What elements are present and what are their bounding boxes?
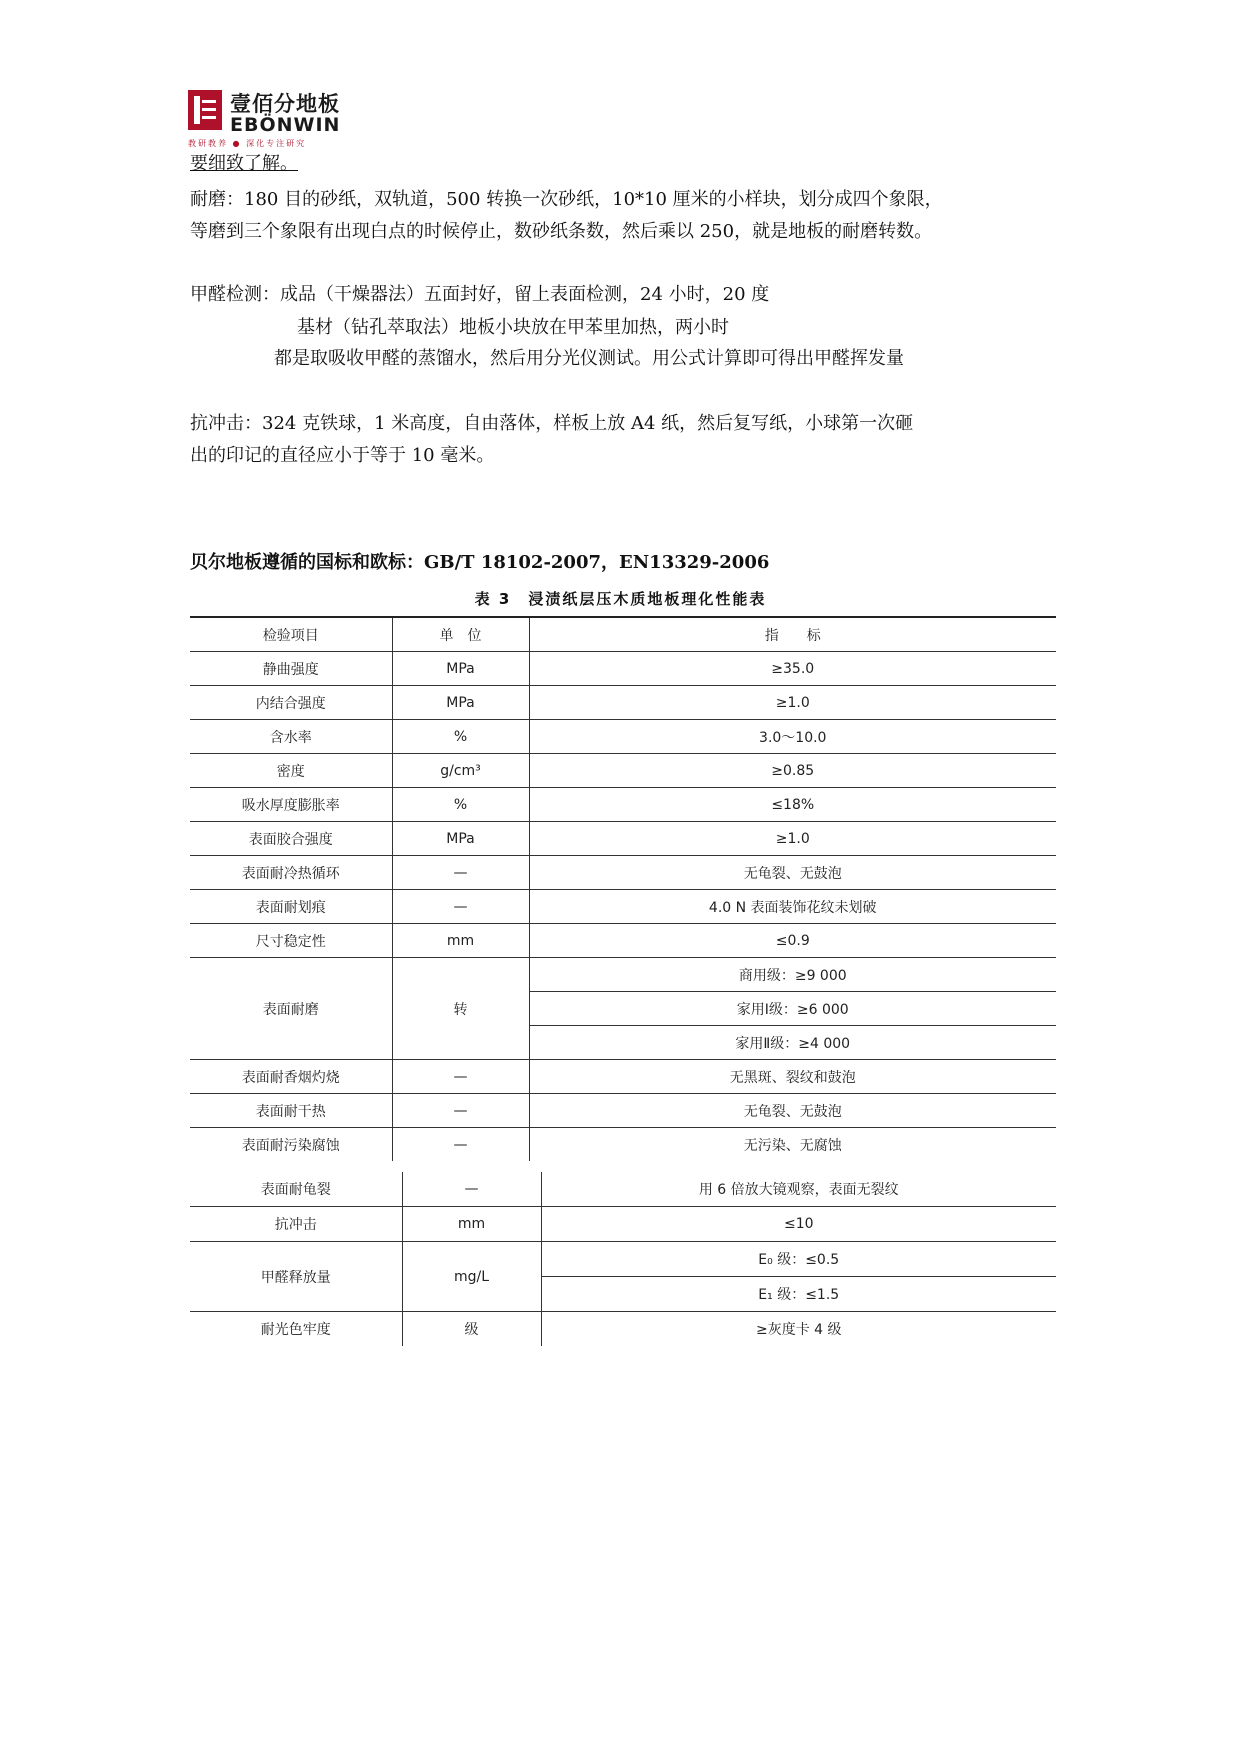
row-item: 内结合强度: [190, 686, 392, 720]
row-spec: 家用Ⅰ级：≥6 000: [529, 992, 1056, 1026]
row-spec: 无黑斑、裂纹和鼓泡: [529, 1060, 1056, 1094]
header-unit: 单 位: [392, 617, 529, 652]
paragraph-line: 抗冲击：324 克铁球，1 米高度，自由落体，样板上放 A4 纸，然后复写纸，小球第一次砸: [190, 413, 914, 434]
table-row: [190, 924, 1056, 958]
row-spec: 家用Ⅱ级：≥4 000: [529, 1026, 1056, 1060]
row-item: 表面胶合强度: [190, 822, 392, 856]
row-spec: ≤10: [541, 1207, 1056, 1242]
row-unit: —: [392, 1094, 529, 1128]
table-row: [190, 788, 1056, 822]
row-unit: %: [392, 720, 529, 754]
row-unit: —: [402, 1172, 541, 1207]
row-unit: MPa: [392, 686, 529, 720]
properties-table: [190, 616, 1056, 1161]
row-item: 表面耐干热: [190, 1094, 392, 1128]
row-item: 吸水厚度膨胀率: [190, 788, 392, 822]
row-spec: 无龟裂、无鼓泡: [529, 1094, 1056, 1128]
paragraph-line: 要细致了解。: [190, 153, 298, 174]
company-logo: [188, 86, 358, 150]
logo-mark-icon: [188, 90, 222, 130]
header-item: 检验项目: [190, 617, 392, 652]
row-item: 表面耐污染腐蚀: [190, 1128, 392, 1162]
row-item: 表面耐冷热循环: [190, 856, 392, 890]
row-item: 密度: [190, 754, 392, 788]
row-item: 耐光色牢度: [190, 1312, 402, 1347]
standards-heading: 贝尔地板遵循的国标和欧标：GB/T 18102-2007，EN13329-2006: [190, 552, 770, 573]
table-row: [190, 1172, 1056, 1207]
paragraph-line: 等磨到三个象限有出现白点的时候停止，数砂纸条数，然后乘以 250，就是地板的耐磨转数。: [190, 221, 933, 242]
row-unit: mm: [402, 1207, 541, 1242]
table-row: [190, 686, 1056, 720]
row-unit: mm: [392, 924, 529, 958]
row-item: 表面耐划痕: [190, 890, 392, 924]
row-spec: 商用级：≥9 000: [529, 958, 1056, 992]
table-row: [190, 652, 1056, 686]
row-item: 静曲强度: [190, 652, 392, 686]
paragraph-line: 出的印记的直径应小于等于 10 毫米。: [190, 445, 495, 466]
row-unit: g/cm³: [392, 754, 529, 788]
row-spec: 用 6 倍放大镜观察，表面无裂纹: [541, 1172, 1056, 1207]
logo-chinese-name: 壹佰分地板: [230, 92, 340, 116]
row-item: 含水率: [190, 720, 392, 754]
table-caption: 表 3 浸渍纸层压木质地板理化性能表: [474, 590, 767, 608]
row-unit: MPa: [392, 652, 529, 686]
row-spec: ≥1.0: [529, 822, 1056, 856]
row-item: 表面耐磨: [190, 958, 392, 1060]
table-row: [190, 1312, 1056, 1347]
row-unit: 转: [392, 958, 529, 1060]
row-unit: —: [392, 856, 529, 890]
row-spec: E₀ 级：≤0.5: [541, 1242, 1056, 1277]
paragraph-line: 耐磨：180 目的砂纸，双轨道，500 转换一次砂纸，10*10 厘米的小样块，划分成四个象限，: [190, 189, 943, 210]
row-unit: MPa: [392, 822, 529, 856]
paragraph-line: 都是取吸收甲醛的蒸馏水，然后用分光仪测试。用公式计算即可得出甲醛挥发量: [274, 348, 904, 369]
row-item: 尺寸稳定性: [190, 924, 392, 958]
header-spec: 指 标: [529, 617, 1056, 652]
row-spec: 4.0 N 表面装饰花纹未划破: [529, 890, 1056, 924]
table-row: [190, 1242, 1056, 1277]
row-item: 抗冲击: [190, 1207, 402, 1242]
row-spec: ≤0.9: [529, 924, 1056, 958]
row-spec: ≤18%: [529, 788, 1056, 822]
row-unit: —: [392, 890, 529, 924]
table-row: [190, 1094, 1056, 1128]
row-unit: 级: [402, 1312, 541, 1347]
row-spec: E₁ 级：≤1.5: [541, 1277, 1056, 1312]
row-unit: —: [392, 1060, 529, 1094]
table-row: [190, 720, 1056, 754]
row-spec: ≥35.0: [529, 652, 1056, 686]
row-unit: mg/L: [402, 1242, 541, 1312]
paragraph-line: 甲醛检测：成品（干燥器法）五面封好，留上表面检测，24 小时，20 度: [190, 284, 770, 305]
properties-table-continued: [190, 1172, 1056, 1346]
table-row: [190, 754, 1056, 788]
table-row: [190, 890, 1056, 924]
row-item: 表面耐龟裂: [190, 1172, 402, 1207]
row-spec: 无污染、无腐蚀: [529, 1128, 1056, 1162]
logo-tagline: 教研教养 ● 深化专注研究: [188, 139, 307, 148]
row-item: 表面耐香烟灼烧: [190, 1060, 392, 1094]
row-unit: %: [392, 788, 529, 822]
table-row: [190, 1060, 1056, 1094]
paragraph-line: 基材（钻孔萃取法）地板小块放在甲苯里加热，两小时: [297, 317, 729, 338]
table-header-row: [190, 617, 1056, 652]
logo-english-name: EBÖNWIN: [230, 114, 341, 136]
table-row: [190, 1207, 1056, 1242]
table-row: [190, 1128, 1056, 1162]
row-spec: 3.0～10.0: [529, 720, 1056, 754]
row-item: 甲醛释放量: [190, 1242, 402, 1312]
table-row: [190, 822, 1056, 856]
table-row: [190, 856, 1056, 890]
table-row: [190, 958, 1056, 992]
row-spec: ≥灰度卡 4 级: [541, 1312, 1056, 1347]
row-unit: —: [392, 1128, 529, 1162]
row-spec: ≥1.0: [529, 686, 1056, 720]
row-spec: ≥0.85: [529, 754, 1056, 788]
row-spec: 无龟裂、无鼓泡: [529, 856, 1056, 890]
